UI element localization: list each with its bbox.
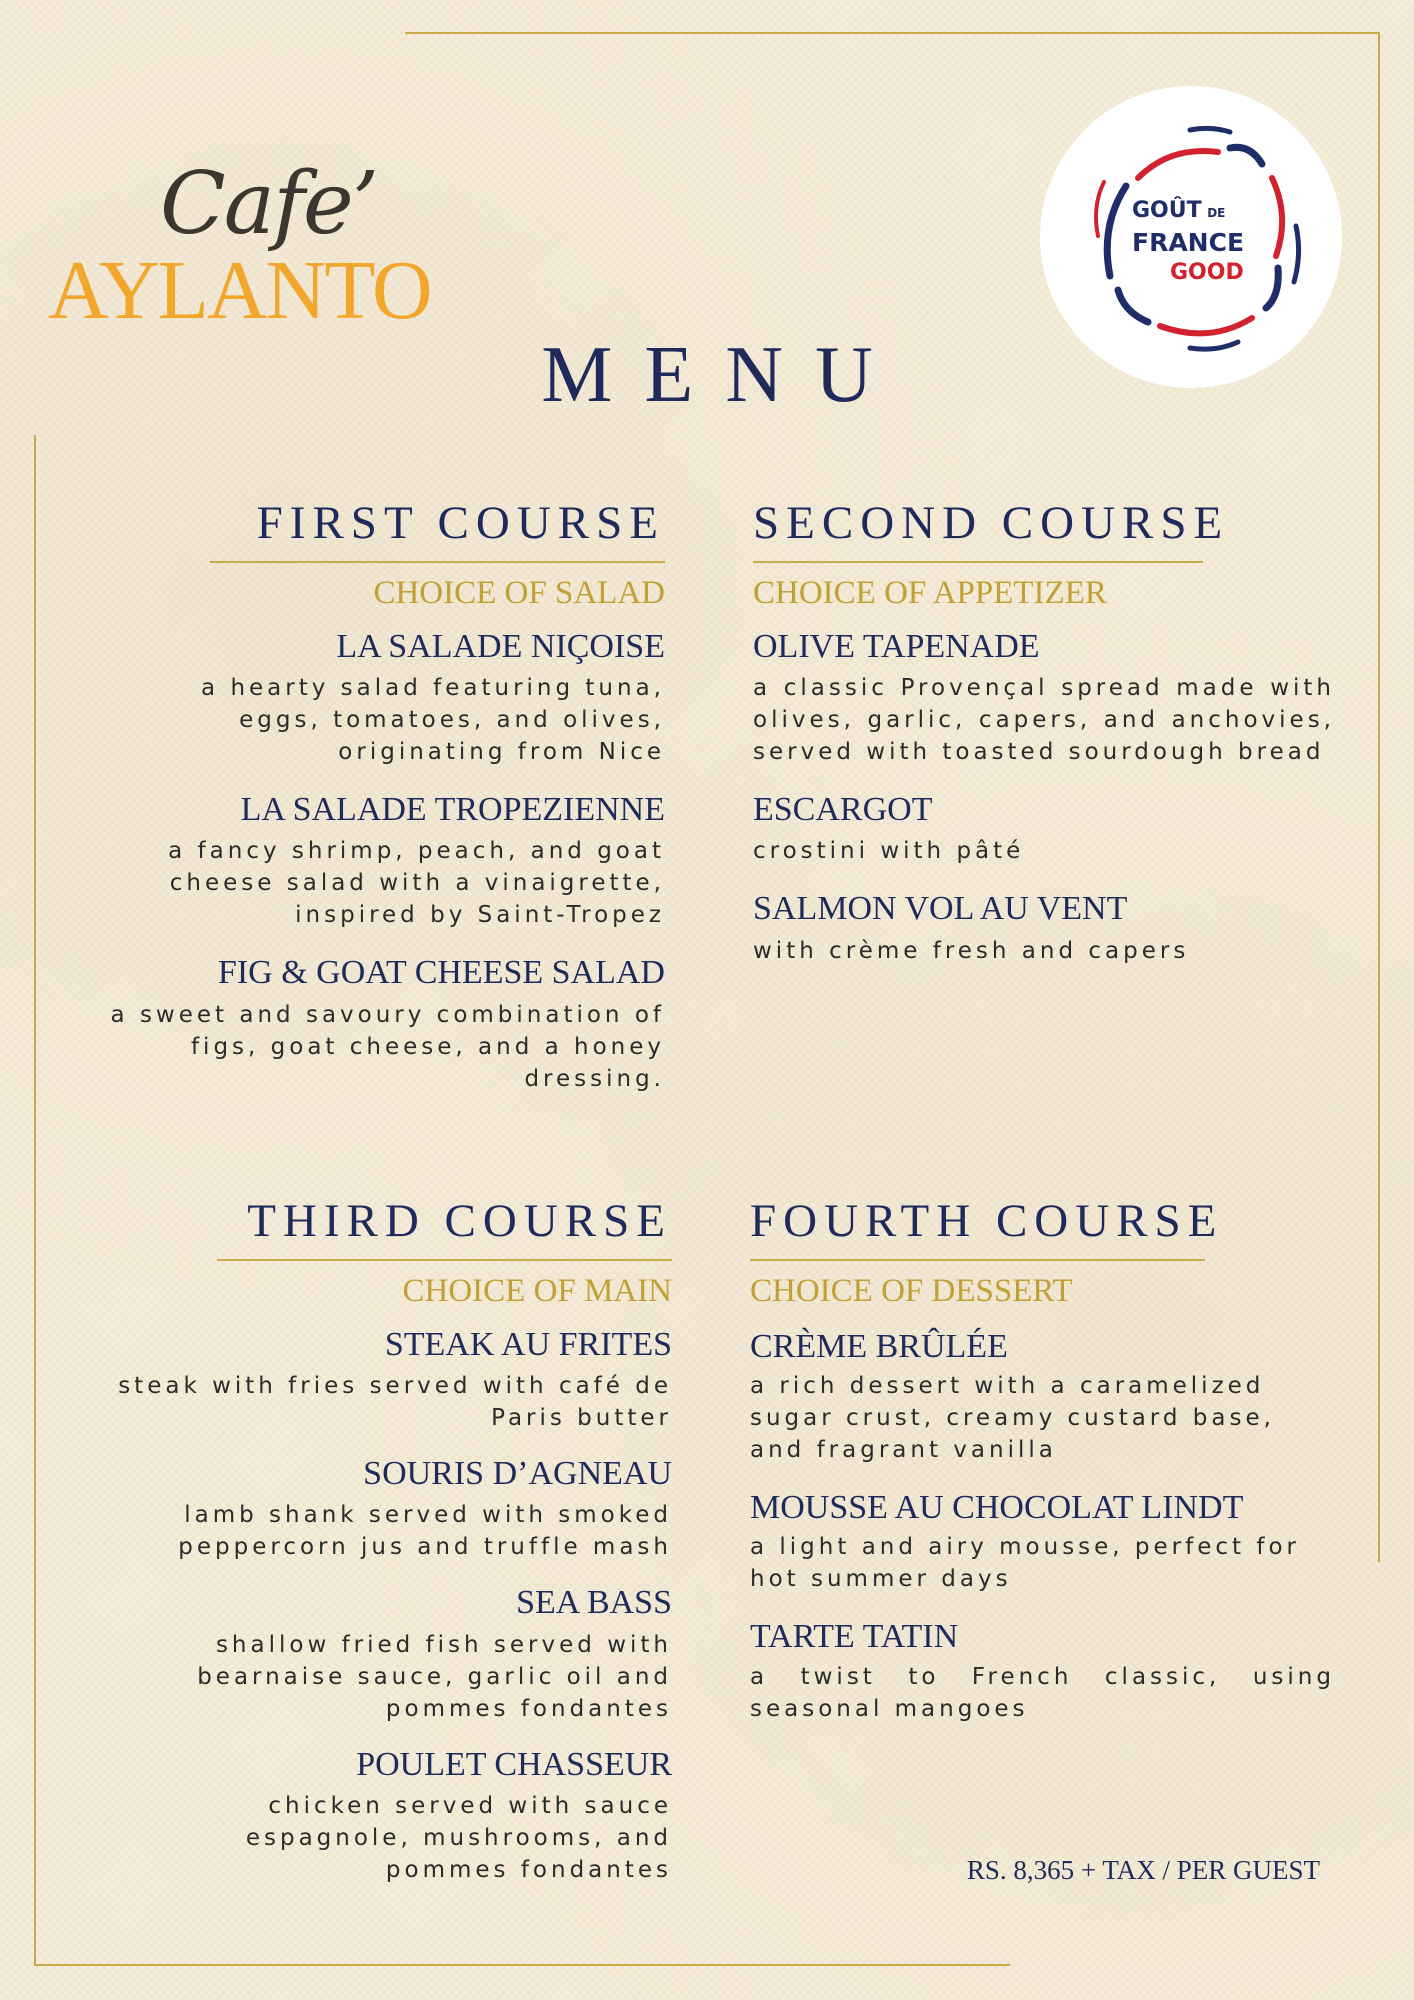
course-first [100,497,665,1095]
menu-item-name: CRÈME BRÛLÉE [750,1328,1008,1366]
badge-text [1132,196,1282,288]
course-choice: CHOICE OF APPETIZER [753,575,1107,611]
badge-line1-suffix: DE [1207,206,1226,220]
frame-bottom-line [34,1964,1010,1966]
badge-line2: FRANCE [1132,228,1245,257]
menu-item-desc: chicken served with sauce espagnole, mushrooms, and pommes fondantes [245,1792,672,1883]
menu-item-desc: a classic Provençal spread made with olives, garlic, capers, and anchovies, served with toasted sourdough bread [753,675,1335,766]
menu-item-name: LA SALADE NIÇOISE [336,628,665,666]
frame-right-line [1378,32,1380,1562]
menu-item-name: SOURIS D’AGNEAU [363,1455,672,1493]
course-title: SECOND COURSE [753,497,1230,549]
menu-item-name: TARTE TATIN [750,1618,959,1656]
menu-item-name: LA SALADE TROPEZIENNE [240,791,665,829]
menu-item-name: POULET CHASSEUR [356,1745,672,1783]
badge-line1: GOÛT [1132,198,1202,223]
menu-item-name: SEA BASS [516,1584,672,1622]
menu-item-desc: a light and airy mousse, perfect for hot summer days [750,1534,1300,1593]
menu-item-desc: a sweet and savoury combination of figs, goat cheese, and a honey dressing. [110,1001,665,1092]
course-divider [753,561,1203,563]
menu-item-name: ESCARGOT [753,791,933,829]
course-divider [210,561,665,563]
course-title: THIRD COURSE [247,1195,672,1247]
price-per-guest: RS. 8,365 + TAX / PER GUEST [966,1855,1320,1885]
course-choice: CHOICE OF MAIN [402,1273,672,1309]
course-fourth [750,1195,1335,1725]
logo-aylanto-text: AYLANTO [48,244,431,337]
menu-item-name: OLIVE TAPENADE [753,628,1040,666]
logo-cafe-text: Cafe’ [160,154,378,254]
course-title: FOURTH COURSE [750,1195,1224,1247]
course-second [753,497,1335,967]
course-divider [750,1259,1205,1261]
frame-left-line [34,435,36,1965]
menu-item-desc: a rich dessert with a caramelized sugar crust, creamy custard base, and fragrant vanilla [750,1373,1275,1464]
menu-item-desc: shallow fried fish served with bearnaise sauce, garlic oil and pommes fondantes [197,1631,672,1722]
frame-top-line [405,32,1380,34]
menu-item-name: MOUSSE AU CHOCOLAT LINDT [750,1489,1244,1527]
menu-item-desc: crostini with pâté [753,838,1025,865]
cafe-aylanto-logo [48,150,468,340]
course-title: FIRST COURSE [256,497,665,549]
course-third [80,1195,672,1886]
course-choice: CHOICE OF DESSERT [750,1273,1073,1309]
menu-item-name: FIG & GOAT CHEESE SALAD [217,954,665,992]
menu-item-desc: steak with fries served with café de Paris butter [118,1373,672,1432]
menu-title: MENU [541,331,905,419]
menu-item-desc: lamb shank served with smoked peppercorn jus and truffle mash [178,1502,672,1561]
menu-item-name: STEAK AU FRITES [384,1326,672,1364]
menu-item-desc: a fancy shrimp, peach, and goat cheese salad with a vinaigrette, inspired by Saint-Tropez [168,838,665,929]
course-divider [217,1259,672,1261]
menu-item-desc: with crème fresh and capers [753,937,1190,964]
course-choice: CHOICE OF SALAD [373,575,665,611]
menu-item-name: SALMON VOL AU VENT [753,890,1128,928]
menu-item-desc: a twist to French classic, using seasonal mangoes [750,1663,1335,1722]
menu-item-desc: a hearty salad featuring tuna, eggs, tomatoes, and olives, originating from Nice [201,675,665,766]
badge-line3: GOOD [1170,260,1244,285]
